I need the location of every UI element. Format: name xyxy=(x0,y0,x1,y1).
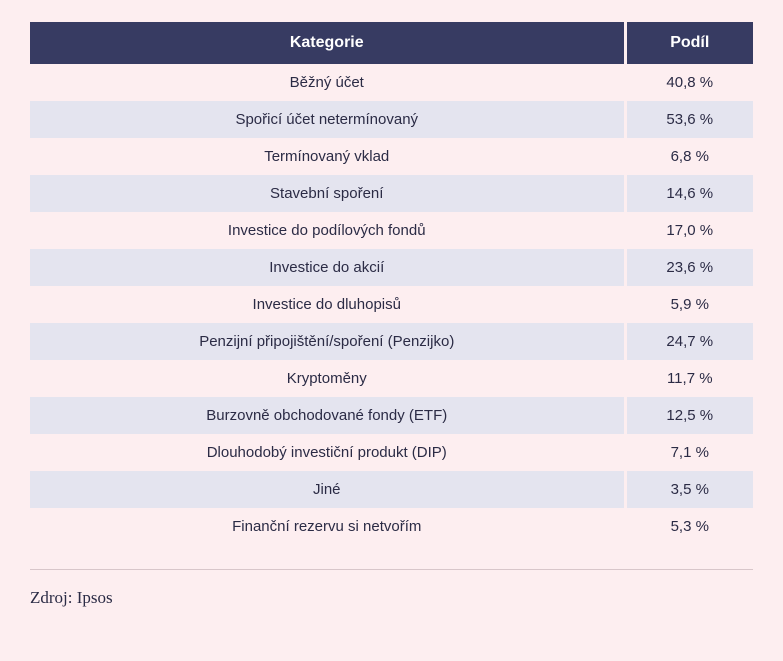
table-header xyxy=(30,22,753,64)
cell-share: 17,0 % xyxy=(625,212,753,249)
cell-share: 14,6 % xyxy=(625,175,753,212)
cell-share: 11,7 % xyxy=(625,360,753,397)
table-row xyxy=(30,323,753,360)
shares-table xyxy=(30,22,753,545)
cell-category: Finanční rezervu si netvořím xyxy=(30,508,625,545)
cell-category: Investice do podílových fondů xyxy=(30,212,625,249)
cell-category: Investice do akcií xyxy=(30,249,625,286)
cell-share: 40,8 % xyxy=(625,64,753,101)
table-row xyxy=(30,101,753,138)
table-row xyxy=(30,249,753,286)
cell-category: Burzovně obchodované fondy (ETF) xyxy=(30,397,625,434)
cell-category: Penzijní připojištění/spoření (Penzijko) xyxy=(30,323,625,360)
cell-category: Jiné xyxy=(30,471,625,508)
cell-category: Termínovaný vklad xyxy=(30,138,625,175)
table-body xyxy=(30,64,753,545)
cell-category: Spořicí účet netermínovaný xyxy=(30,101,625,138)
cell-share: 5,9 % xyxy=(625,286,753,323)
cell-share: 7,1 % xyxy=(625,434,753,471)
cell-category: Stavební spoření xyxy=(30,175,625,212)
cell-category: Dlouhodobý investiční produkt (DIP) xyxy=(30,434,625,471)
table-row xyxy=(30,360,753,397)
cell-category: Běžný účet xyxy=(30,64,625,101)
table-row xyxy=(30,471,753,508)
table-row xyxy=(30,434,753,471)
table-row xyxy=(30,138,753,175)
table-row xyxy=(30,64,753,101)
table-row xyxy=(30,175,753,212)
column-header-share: Podíl xyxy=(625,22,753,64)
column-header-category: Kategorie xyxy=(30,22,625,64)
cell-share: 5,3 % xyxy=(625,508,753,545)
cell-share: 53,6 % xyxy=(625,101,753,138)
cell-share: 6,8 % xyxy=(625,138,753,175)
table-header-row xyxy=(30,22,753,64)
table-row xyxy=(30,212,753,249)
cell-share: 24,7 % xyxy=(625,323,753,360)
cell-share: 12,5 % xyxy=(625,397,753,434)
cell-category: Kryptoměny xyxy=(30,360,625,397)
table-row xyxy=(30,397,753,434)
cell-share: 3,5 % xyxy=(625,471,753,508)
cell-category: Investice do dluhopisů xyxy=(30,286,625,323)
table-row xyxy=(30,508,753,545)
source-note: Zdroj: Ipsos xyxy=(30,588,113,607)
cell-share: 23,6 % xyxy=(625,249,753,286)
table-row xyxy=(30,286,753,323)
